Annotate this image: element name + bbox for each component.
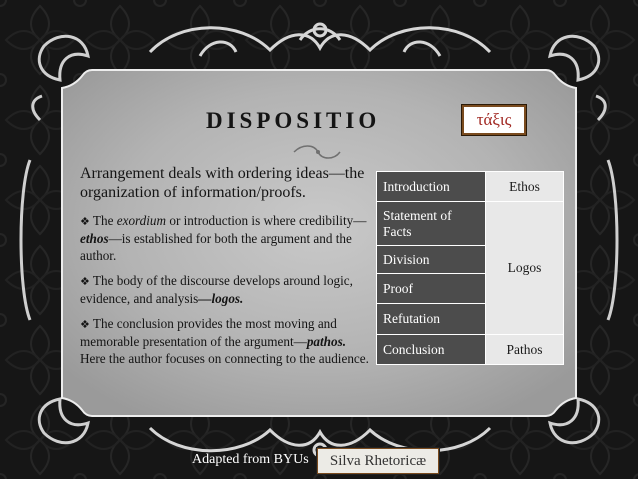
appeal-pathos: Pathos <box>486 335 564 365</box>
appeal-logos: Logos <box>486 202 564 335</box>
bullet-exordium: ❖ The exordium or introduction is where credibility—ethos—is established for both the argument and the author. <box>80 213 367 263</box>
row-refutation: Refutation <box>377 304 486 335</box>
lead-paragraph: Arrangement deals with ordering ideas—the organization of information/proofs. <box>80 165 365 201</box>
row-proof: Proof <box>377 274 486 304</box>
greek-badge: τάξις <box>462 105 526 135</box>
silva-rhetoricae-logo: Silva Rhetoricæ <box>317 448 439 474</box>
body-text <box>80 164 374 375</box>
row-statement-of-facts: Statement of Facts <box>377 202 486 246</box>
appeal-ethos: Ethos <box>486 172 564 202</box>
bullet-body: ❖ The body of the discourse develops around logic, evidence, and analysis—logos. <box>80 273 353 306</box>
row-introduction: Introduction <box>377 172 486 202</box>
slide-title: DISPOSITIO <box>206 108 381 133</box>
bullet-conclusion: ❖ The conclusion provides the most moving and memorable presentation of the argument—pathos. Here the author focuses on connecting to the audience. <box>80 316 369 366</box>
footer-credit: Adapted from BYUs <box>192 452 309 467</box>
diamond-bullet-icon: ❖ <box>80 275 90 288</box>
row-division: Division <box>377 246 486 274</box>
diamond-bullet-icon: ❖ <box>80 318 90 331</box>
diamond-bullet-icon: ❖ <box>80 215 90 228</box>
ornament-top <box>150 24 490 56</box>
row-conclusion: Conclusion <box>377 335 486 365</box>
arrangement-table <box>376 171 564 365</box>
